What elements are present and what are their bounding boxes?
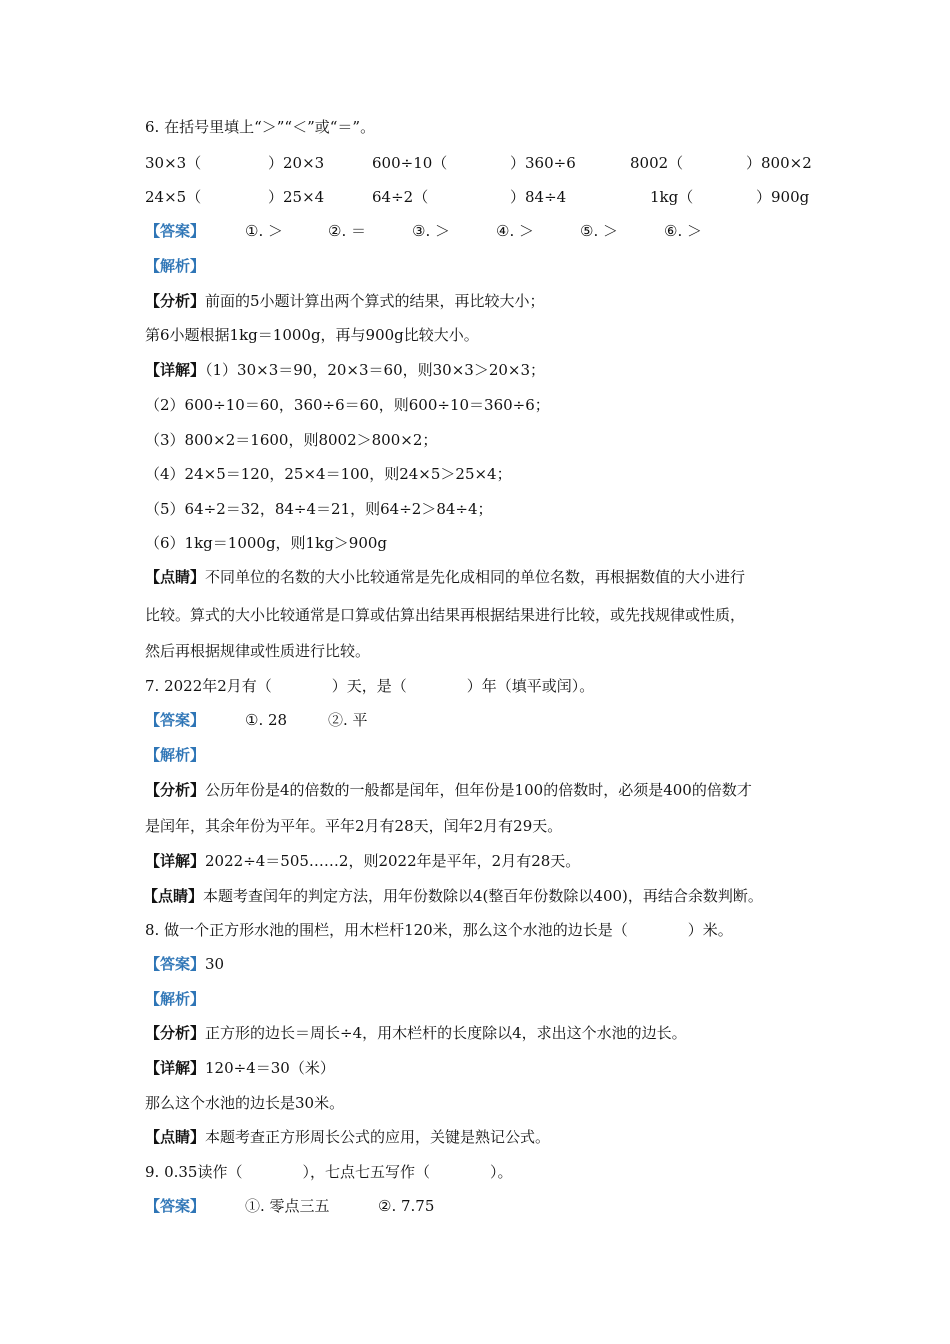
detail-text: （1）30×3＝90，20×3＝60，则30×3＞20×3； — [205, 361, 546, 379]
detail-text: 2022÷4＝505……2，则2022年是平年，2月有28天。 — [205, 852, 581, 870]
answer-item: ④. ＞ — [496, 222, 534, 240]
detail-paragraph: （3）800×2＝1600，则8002＞800×2； — [145, 431, 438, 449]
dianjing-tag: 【点睛】 — [145, 568, 206, 586]
detail-paragraph: 那么这个水池的边长是30米。 — [145, 1094, 345, 1112]
answer-tag: 【答案】 — [145, 955, 206, 973]
fenxi-text: 正方形的边长＝周长÷4，用木栏杆的长度除以4，求出这个水池的边长。 — [205, 1024, 687, 1042]
compare-cell: ）20×3 — [268, 154, 325, 172]
answer-item: ①. 零点三五 — [245, 1197, 330, 1215]
answer-item: 30 — [205, 955, 225, 973]
fenxi-tag: 【分析】 — [145, 1024, 206, 1042]
compare-cell: ）84÷4 — [510, 188, 567, 206]
answer-tag: 【答案】 — [145, 711, 206, 729]
fenxi-text: 前面的5小题计算出两个算式的结果，再比较大小； — [205, 292, 545, 310]
compare-cell: 64÷2（ — [372, 188, 429, 206]
answer-tag: 【答案】 — [145, 1197, 206, 1215]
fenxi-tag: 【分析】 — [145, 781, 206, 799]
analysis-tag: 【解析】 — [145, 990, 206, 1008]
detail-paragraph: （5）64÷2＝32，84÷4＝21，则64÷2＞84÷4； — [145, 500, 493, 518]
detail-paragraph: （2）600÷10＝60，360÷6＝60，则600÷10＝360÷6； — [145, 396, 550, 414]
analysis-paragraph: 第6小题根据1kg＝1000g，再与900g比较大小。 — [145, 326, 479, 344]
dianjing-text: 不同单位的名数的大小比较通常是先化成相同的单位名数，再根据数值的大小进行 — [205, 568, 746, 586]
compare-cell: ）25×4 — [268, 188, 325, 206]
answer-item: ②. 7.75 — [378, 1197, 435, 1215]
answer-item: ②. 平 — [328, 711, 368, 729]
detail-paragraph — [145, 360, 545, 380]
detail-paragraph — [145, 851, 580, 871]
question-7-stem: 7. 2022年2月有（ ）天，是（ ）年（填平或闰）。 — [145, 677, 595, 695]
detail-text: 120÷4＝30（米） — [205, 1059, 335, 1077]
analysis-tag: 【解析】 — [145, 257, 206, 275]
compare-cell: 8002（ — [630, 154, 684, 172]
detail-paragraph: （4）24×5＝120，25×4＝100，则24×5＞25×4； — [145, 465, 512, 483]
dianjing-tag: 【点睛】 — [145, 1128, 206, 1146]
dianjing-paragraph — [145, 567, 745, 587]
detail-paragraph: （6）1kg＝1000g，则1kg＞900g — [145, 534, 388, 552]
xiangjie-tag: 【详解】 — [145, 852, 206, 870]
answer-item: ⑥. ＞ — [664, 222, 702, 240]
fenxi-text: 公历年份是4的倍数的一般都是闰年，但年份是100的倍数时，必须是400的倍数才 — [205, 781, 752, 799]
question-9-stem: 9. 0.35读作（ ），七点七五写作（ ）。 — [145, 1163, 513, 1181]
answer-item: ⑤. ＞ — [580, 222, 618, 240]
xiangjie-tag: 【详解】 — [145, 1059, 206, 1077]
question-8-answer — [145, 954, 224, 974]
compare-cell: ）800×2 — [746, 154, 812, 172]
detail-paragraph — [145, 1058, 335, 1078]
analysis-paragraph: 是闰年，其余年份为平年。平年2月有28天，闰年2月有29天。 — [145, 817, 563, 835]
dianjing-text: 本题考查正方形周长公式的应用，关键是熟记公式。 — [205, 1128, 551, 1146]
dianjing-paragraph: 然后再根据规律或性质进行比较。 — [145, 642, 371, 660]
xiangjie-tag: 【详解】 — [145, 361, 206, 379]
analysis-paragraph — [145, 291, 545, 311]
compare-cell: ）900g — [756, 188, 810, 206]
compare-cell: 600÷10（ — [372, 154, 448, 172]
question-8-stem: 8. 做一个正方形水池的围栏，用木栏杆120米，那么这个水池的边长是（ ）米。 — [145, 921, 733, 939]
question-6-stem: 6. 在括号里填上“＞”“＜”或“＝”。 — [145, 118, 376, 136]
dianjing-paragraph — [145, 1127, 550, 1147]
dianjing-paragraph: 比较。算式的大小比较通常是口算或估算出结果再根据结果进行比较，或先找规律或性质， — [145, 606, 746, 624]
analysis-paragraph — [145, 780, 752, 800]
analysis-tag: 【解析】 — [145, 746, 206, 764]
compare-cell: 1kg（ — [650, 188, 694, 206]
dianjing-tag: 【点睛】 — [143, 887, 204, 905]
analysis-paragraph — [145, 1023, 687, 1043]
fenxi-tag: 【分析】 — [145, 292, 206, 310]
compare-cell: 24×5（ — [145, 188, 202, 206]
compare-cell: ）360÷6 — [510, 154, 576, 172]
answer-item: ②. ＝ — [328, 222, 366, 240]
answer-item: ③. ＞ — [412, 222, 450, 240]
dianjing-text: 本题考查闰年的判定方法，用年份数除以4(整百年份数除以400)，再结合余数判断。 — [203, 887, 763, 905]
answer-item: ①. 28 — [245, 711, 288, 729]
compare-cell: 30×3（ — [145, 154, 202, 172]
answer-tag: 【答案】 — [145, 222, 206, 240]
dianjing-paragraph — [143, 886, 763, 906]
answer-item: ①. ＞ — [245, 222, 283, 240]
